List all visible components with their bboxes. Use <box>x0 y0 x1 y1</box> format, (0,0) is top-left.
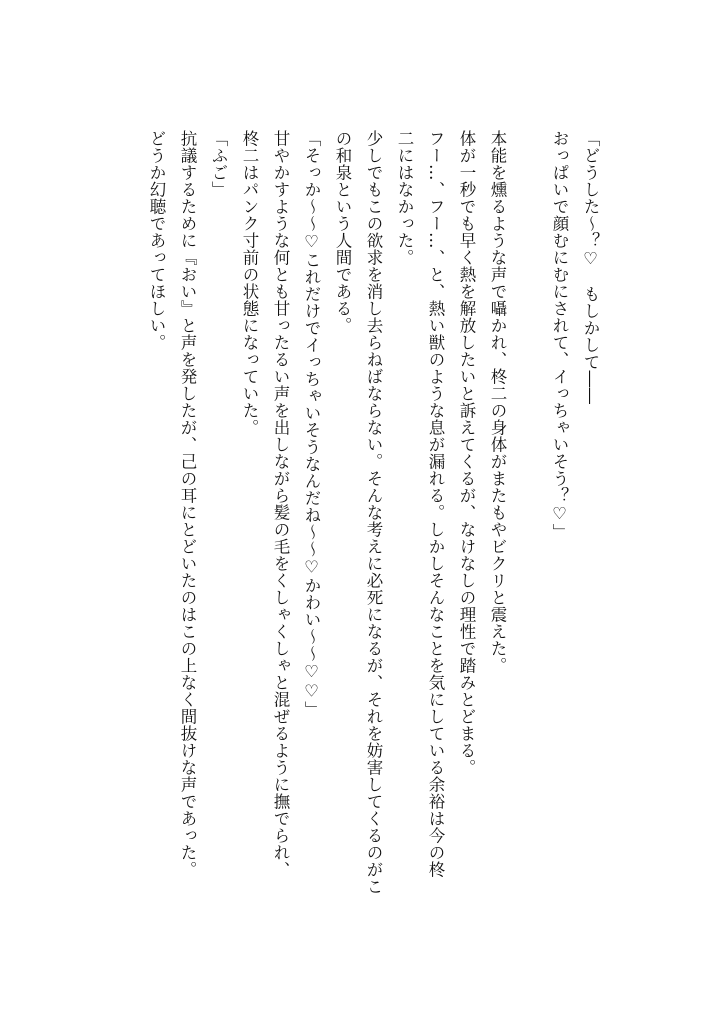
text-line: 柊二はパンク寸前の状態になっていた。 <box>240 130 259 436</box>
text-line: フー…、フー…、と、熱い獣のような息が漏れる。しかしそんなことを気にしている余裕は今の柊 <box>426 130 445 878</box>
text-line: おっぱいで顔むにむにされて、イっちゃいそう？♡」 <box>550 130 569 541</box>
text-line: 少しでもこの欲求を消し去らねばならない。そんな考えに必死になるが、それを妨害してくるのがこ <box>364 130 383 895</box>
vertical-text-body <box>141 130 606 910</box>
text-line: 甘やかすような何とも甘ったるい声を出しながら髪の毛をくしゃくしゃと混ぜるように撫でられ、 <box>271 130 290 878</box>
text-line: 「どうした〜？♡ もしかして―― <box>581 130 600 405</box>
paragraph-gap <box>513 130 544 910</box>
text-line: の和泉という人間である。 <box>333 130 352 334</box>
text-line: 本能を燻るような声で囁かれ、柊二の身体がまたもやビクリと震えた。 <box>488 130 507 674</box>
text-line: 抗議するために『おい』と声を発したが、己の耳にとどいたのはこの上なく間抜けな声であった。 <box>178 130 197 878</box>
text-line: 二にはなかった。 <box>395 130 414 266</box>
text-line: 「ふご」 <box>209 130 228 198</box>
text-line: どうか幻聴であってほしい。 <box>147 130 166 351</box>
text-line: 体が一秒でも早く熱を解放したいと訴えてくるが、なけなしの理性で踏みとどまる。 <box>457 130 476 776</box>
text-line: 「そっか〜〜♡これだけでイっちゃいそうなんだね〜〜♡かわい〜〜♡♡」 <box>302 130 321 718</box>
